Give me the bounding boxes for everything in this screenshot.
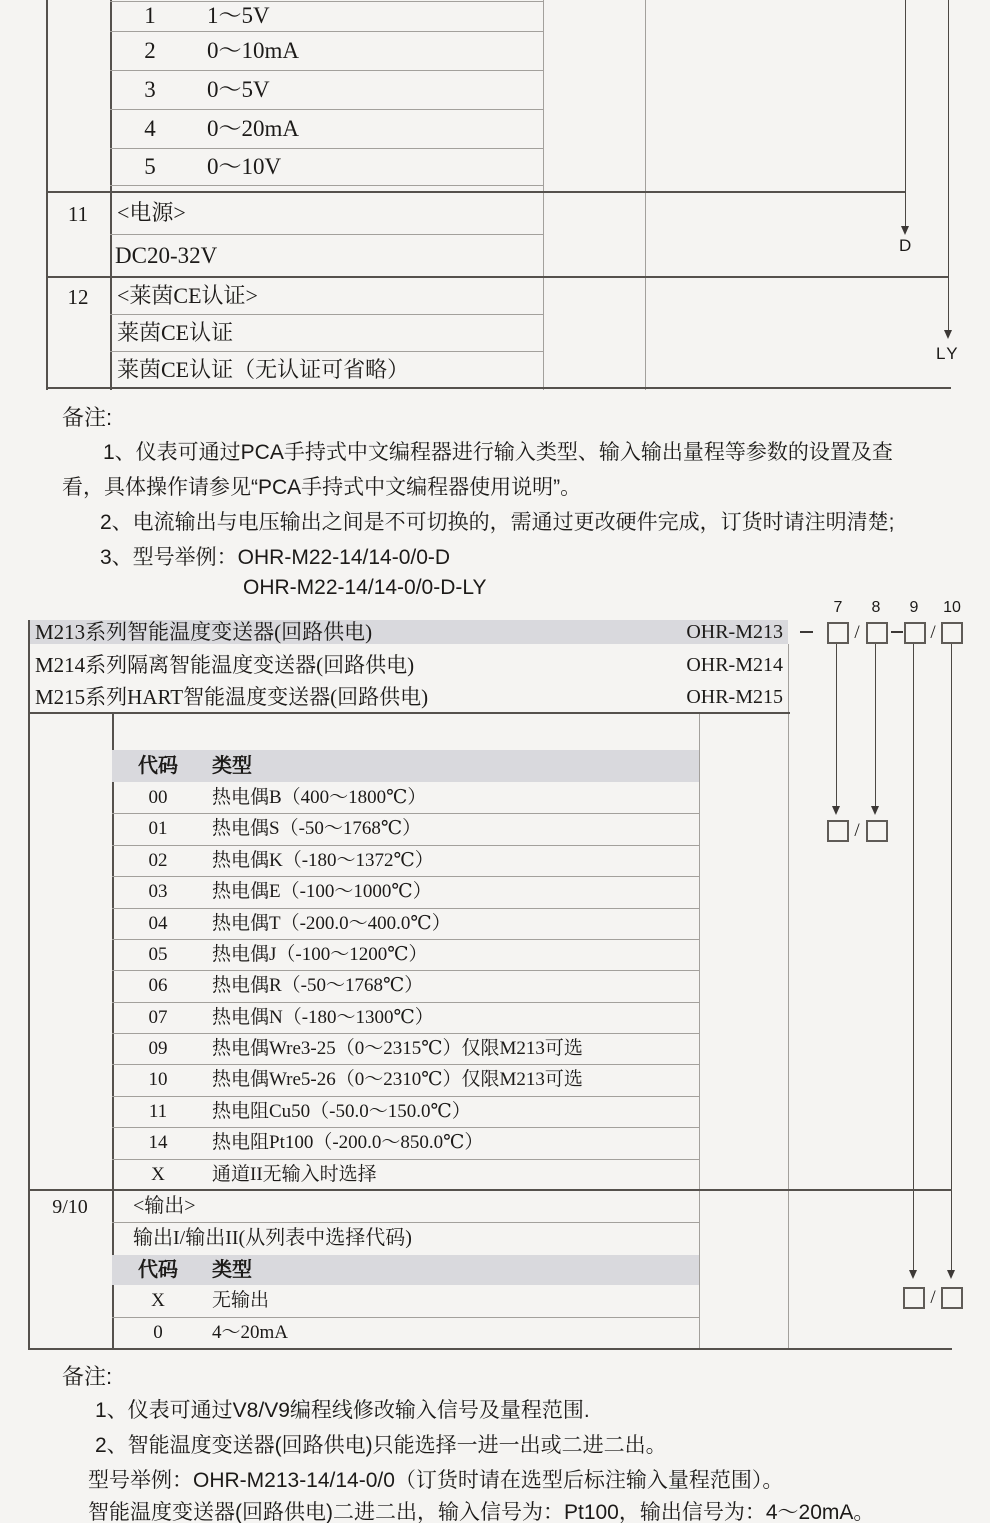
output-type: 4～20mA [212, 1322, 289, 1343]
input-type: 热电偶S（-50～1768℃） [212, 818, 422, 839]
note-line: 智能温度变送器(回路供电)二进二出，输入信号为：Pt100，输出信号为：4～20mA。 [88, 1501, 875, 1523]
grid-line [28, 712, 790, 714]
input-type: 热电偶Wre5-26（0～2310℃）仅限M213可选 [212, 1069, 583, 1090]
input-type: 热电偶B（400～1800℃） [212, 787, 427, 808]
grid-line [112, 1317, 699, 1318]
arrow-down-icon [901, 226, 909, 235]
input-code: 10 [148, 1069, 168, 1090]
input-type: 通道II无输入时选择 [212, 1164, 377, 1185]
range-code: 4 [144, 116, 156, 141]
output-header: <输出> [133, 1195, 196, 1217]
output-subheader: 输出I/输出II(从列表中选择代码) [133, 1227, 412, 1249]
range-value: 1～5V [207, 3, 270, 28]
note-line: 2、电流输出与电压输出之间是不可切换的，需通过更改硬件完成，订货时请注明清楚; [100, 511, 895, 534]
selection-box-7 [827, 622, 849, 644]
selection-box-10 [941, 622, 963, 644]
code-label-d: D [899, 236, 912, 255]
arrow-down-icon [909, 1270, 917, 1279]
input-type: 热电偶K（-180～1372℃） [212, 850, 434, 871]
range-code: 3 [144, 77, 156, 102]
code-label-ly: LY [936, 344, 960, 363]
input-selection-box-2 [866, 820, 888, 842]
grid-line [110, 109, 543, 110]
input-selection-box-1 [827, 820, 849, 842]
input-code: 02 [148, 850, 168, 871]
table-header-bar [112, 750, 699, 782]
ce-option: 莱茵CE认证（无认证可省略） [117, 357, 410, 382]
output-code: X [151, 1290, 165, 1311]
note-line: 1、仪表可通过PCA手持式中文编程器进行输入类型、输入输出量程等参数的设置及查 [103, 441, 893, 464]
ce-header: <莱茵CE认证> [117, 283, 258, 308]
row-number: 12 [67, 285, 89, 309]
grid-line [112, 1159, 699, 1160]
range-value: 0～10V [207, 154, 282, 179]
grid-line [645, 0, 646, 390]
grid-line [699, 712, 700, 1350]
output-code: 0 [153, 1322, 163, 1343]
input-code: 07 [148, 1007, 168, 1028]
grid-line [110, 148, 543, 149]
slash: / [930, 622, 936, 643]
column-header-type: 类型 [212, 1259, 252, 1281]
range-code: 5 [144, 154, 156, 179]
dash [891, 631, 903, 633]
input-type: 热电偶N（-180～1300℃） [212, 1007, 434, 1028]
column-header-code: 代码 [138, 755, 178, 777]
grid-line [110, 0, 112, 390]
series-name: M215系列HART智能温度变送器(回路供电) [35, 685, 429, 709]
input-code: X [151, 1164, 165, 1185]
input-code: 14 [148, 1132, 168, 1153]
power-value: DC20-32V [115, 243, 218, 268]
series-model: OHR-M214 [686, 654, 783, 676]
input-code: 11 [148, 1101, 168, 1122]
output-selection-box-2 [941, 1287, 963, 1309]
grid-line [110, 1, 543, 2]
digit-label-8: 8 [871, 599, 881, 616]
grid-line [788, 644, 789, 1350]
input-code: 04 [148, 913, 168, 934]
range-value: 0～5V [207, 77, 270, 102]
table-header-bar [112, 1255, 699, 1285]
range-code: 2 [144, 38, 156, 63]
ce-option: 莱茵CE认证 [117, 320, 234, 345]
input-type: 热电阻Pt100（-200.0～850.0℃） [212, 1132, 484, 1153]
slash: / [930, 1287, 936, 1308]
input-code: 06 [148, 975, 168, 996]
range-value: 0～20mA [207, 116, 299, 141]
series-name: M213系列智能温度变送器(回路供电) [35, 620, 373, 644]
grid-line [110, 185, 543, 186]
grid-line [110, 70, 543, 71]
output-selection-box-1 [903, 1287, 925, 1309]
series-model: OHR-M213 [686, 621, 783, 643]
input-code: 05 [148, 944, 168, 965]
digit-label-10: 10 [943, 599, 961, 616]
leader-line [836, 644, 837, 806]
input-type: 热电偶E（-100～1000℃） [212, 881, 432, 902]
note-line: 2、智能温度变送器(回路供电)只能选择一进一出或二进二出。 [95, 1434, 667, 1457]
note-line: 1、仪表可通过V8/V9编程线修改输入信号及量程范围. [95, 1399, 590, 1422]
grid-line [28, 620, 30, 1350]
row-number: 9/10 [52, 1196, 88, 1218]
leader-line-ly [948, 0, 949, 330]
row-number: 11 [67, 202, 89, 226]
leader-line [913, 644, 914, 1270]
slash: / [854, 622, 860, 643]
grid-line [543, 0, 544, 390]
dash [800, 631, 813, 633]
arrow-down-icon [947, 1270, 955, 1279]
input-type: 热电阻Cu50（-50.0～150.0℃） [212, 1101, 471, 1122]
arrow-down-icon [871, 806, 879, 815]
notes-title: 备注: [62, 405, 113, 430]
input-code: 03 [148, 881, 168, 902]
note-line: 看，具体操作请参见“PCA手持式中文编程器使用说明”。 [62, 476, 582, 499]
input-type: 热电偶Wre3-25（0～2315℃）仅限M213可选 [212, 1038, 583, 1059]
series-name: M214系列隔离智能温度变送器(回路供电) [35, 653, 415, 677]
leader-line-d [905, 0, 906, 226]
note-line: 型号举例：OHR-M213-14/14-0/0（订货时请在选型后标注输入量程范围）。 [88, 1469, 784, 1492]
column-header-code: 代码 [138, 1259, 178, 1281]
grid-line [28, 1348, 952, 1350]
input-code: 00 [148, 787, 168, 808]
input-type: 热电偶R（-50～1768℃） [212, 975, 424, 996]
slash: / [854, 820, 860, 841]
input-type: 热电偶T（-200.0～400.0℃） [212, 913, 451, 934]
range-code: 1 [144, 3, 156, 28]
column-header-type: 类型 [212, 755, 252, 777]
input-code: 01 [148, 818, 168, 839]
selection-box-8 [866, 622, 888, 644]
notes-title: 备注: [62, 1364, 113, 1389]
power-header: <电源> [117, 200, 186, 225]
grid-line [110, 31, 543, 32]
input-code: 09 [148, 1038, 168, 1059]
digit-label-7: 7 [833, 599, 843, 616]
range-value: 0～10mA [207, 38, 299, 63]
note-line: 3、型号举例：OHR-M22-14/14-0/0-D [100, 546, 451, 569]
series-model: OHR-M215 [686, 686, 783, 708]
leader-line [875, 644, 876, 806]
digit-label-9: 9 [909, 599, 919, 616]
arrow-down-icon [944, 330, 952, 339]
arrow-down-icon [832, 806, 840, 815]
input-type: 热电偶J（-100～1200℃） [212, 944, 428, 965]
leader-line [951, 644, 952, 1270]
selection-box-9 [904, 622, 926, 644]
note-model-example: OHR-M22-14/14-0/0-D-LY [243, 576, 487, 599]
output-type: 无输出 [212, 1290, 270, 1311]
